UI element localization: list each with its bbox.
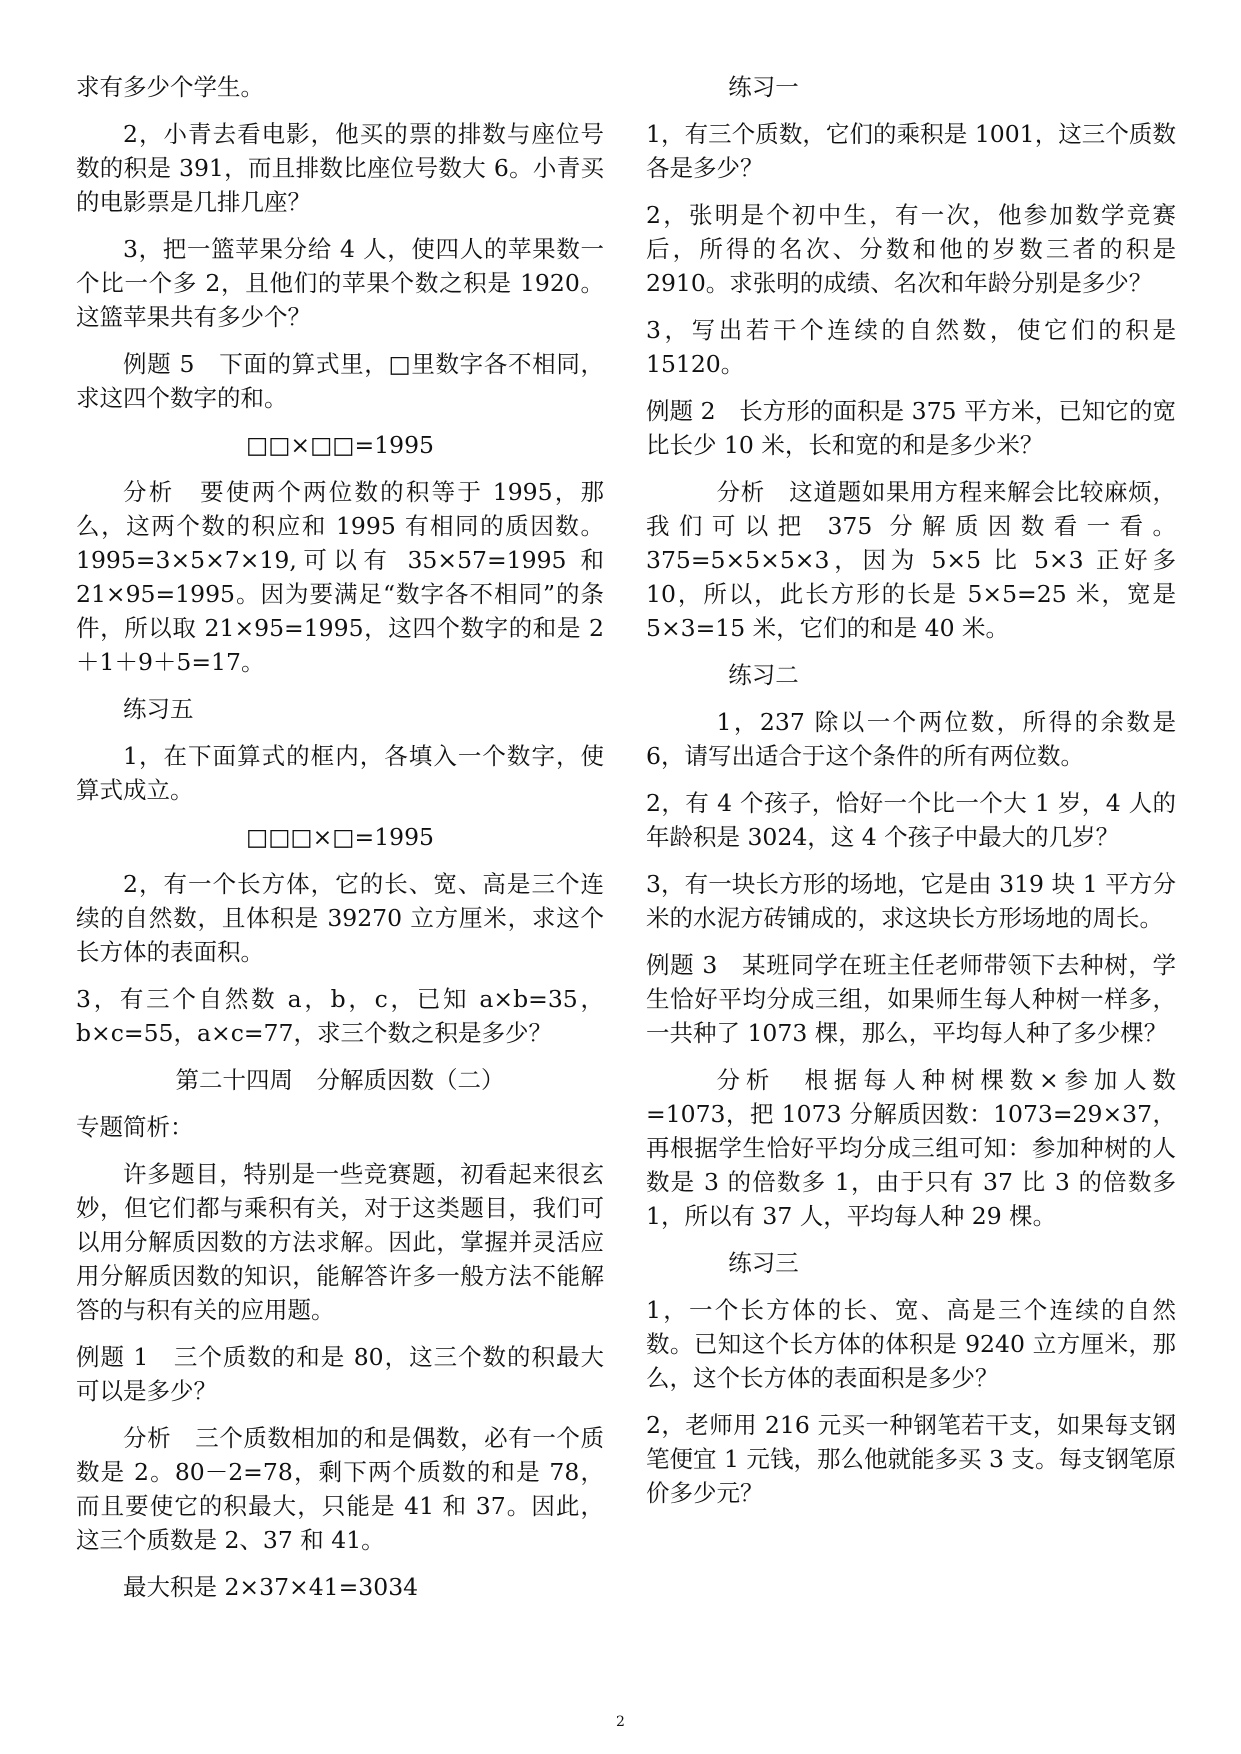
paragraph: 3，写出若干个连续的自然数，使它们的积是 15120。 (646, 316, 1176, 378)
analysis-paragraph: 分析 根据每人种树棵数×参加人数=1073，把 1073 分解质因数：1073=29×37，再根据学生恰好平均分成三组可知：参加种树的人数是 3 的倍数多 1，由于只有 37 比 3 的倍数多 1，所以有 37 人，平均每人种 29 棵。 (646, 1066, 1176, 1230)
paragraph: 1，有三个质数，它们的乘积是 1001，这三个质数各是多少？ (646, 120, 1176, 182)
example-heading: 例题 1 三个质数的和是 80，这三个数的积最大可以是多少？ (76, 1343, 604, 1405)
paragraph: 许多题目，特别是一些竞赛题，初看起来很玄妙，但它们都与乘积有关，对于这类题目，我们可以用分解质因数的方法求解。因此，掌握并灵活应用分解质因数的知识，能解答许多一般方法不能解答的与积有关的应用题。 (76, 1160, 604, 1324)
analysis-paragraph: 分析 要使两个两位数的积等于 1995，那么，这两个数的积应和 1995 有相同的质因数。1995=3×5×7×19,可以有 35×57=1995 和 21×95=1995。因为要满足“数字各不相同”的条件，所以取 21×95=1995，这四个数字的和是 2＋1＋9＋5=17。 (76, 478, 604, 676)
exercise-heading: 练习一 (728, 73, 799, 101)
paragraph: 3，有三个自然数 a，b，c，已知 a×b=35，b×c=55，a×c=77，求三个数之积是多少？ (76, 985, 604, 1047)
exercise-heading: 练习三 (728, 1249, 799, 1277)
example-heading: 例题 2 长方形的面积是 375 平方米，已知它的宽比长少 10 米，长和宽的和是多少米？ (646, 397, 1176, 459)
paragraph: 2，有一个长方体，它的长、宽、高是三个连续的自然数，且体积是 39270 立方厘米，求这个长方体的表面积。 (76, 870, 604, 966)
example-heading: 例题 3 某班同学在班主任老师带领下去种树，学生恰好平均分成三组，如果师生每人种树一样多，一共种了 1073 棵，那么，平均每人种了多少棵？ (646, 951, 1176, 1047)
paragraph: 2，小青去看电影，他买的票的排数与座位号数的积是 391，而且排数比座位号数大 6。小青买的电影票是几排几座？ (76, 120, 604, 216)
exercise-heading: 练习二 (728, 661, 799, 689)
paragraph: 1，237 除以一个两位数，所得的余数是 6，请写出适合于这个条件的所有两位数。 (646, 708, 1176, 770)
paragraph: 2，张明是个初中生，有一次，他参加数学竞赛后，所得的名次、分数和他的岁数三者的积是 2910。求张明的成绩、名次和年龄分别是多少？ (646, 201, 1176, 297)
topic-summary-label: 专题简析： (76, 1113, 194, 1141)
page-number: 2 (616, 1714, 625, 1730)
left-column (76, 70, 604, 1617)
paragraph: 1，一个长方体的长、宽、高是三个连续的自然数。已知这个长方体的体积是 9240 立方厘米，那么，这个长方体的表面积是多少？ (646, 1296, 1176, 1392)
paragraph: 3，有一块长方形的场地，它是由 319 块 1 平方分米的水泥方砖铺成的，求这块长方形场地的周长。 (646, 870, 1176, 932)
paragraph: 3，把一篮苹果分给 4 人，使四人的苹果数一个比一个多 2，且他们的苹果个数之积是 1920。这篮苹果共有多少个？ (76, 235, 604, 331)
paragraph: 求有多少个学生。 (76, 73, 264, 101)
paragraph: 2，老师用 216 元买一种钢笔若干支，如果每支钢笔便宜 1 元钱，那么他就能多买 3 支。每支钢笔原价多少元？ (646, 1411, 1176, 1507)
right-column (646, 70, 1176, 1523)
paragraph: 1，在下面算式的框内，各填入一个数字，使算式成立。 (76, 742, 604, 804)
analysis-paragraph: 分析 三个质数相加的和是偶数，必有一个质数是 2。80－2=78，剩下两个质数的和是 78，而且要使它的积最大，只能是 41 和 37。因此，这三个质数是 2、37 和 41。 (76, 1424, 604, 1554)
paragraph: 最大积是 2×37×41=3034 (123, 1573, 419, 1601)
example-heading: 例题 5 下面的算式里，□里数字各不相同，求这四个数字的和。 (76, 350, 604, 412)
formula: □□□×□=1995 (246, 823, 434, 851)
formula: □□×□□=1995 (246, 431, 434, 459)
section-title: 第二十四周 分解质因数（二） (175, 1066, 505, 1094)
paragraph: 2，有 4 个孩子，恰好一个比一个大 1 岁，4 人的年龄积是 3024，这 4 个孩子中最大的几岁？ (646, 789, 1176, 851)
analysis-paragraph: 分析 这道题如果用方程来解会比较麻烦，我们可以把 375 分解质因数看一看。375=5×5×5×3，因为 5×5 比 5×3 正好多 10，所以，此长方形的长是 5×5=25 米，宽是 5×3=15 米，它们的和是 40 米。 (646, 478, 1176, 642)
exercise-heading: 练习五 (123, 695, 194, 723)
